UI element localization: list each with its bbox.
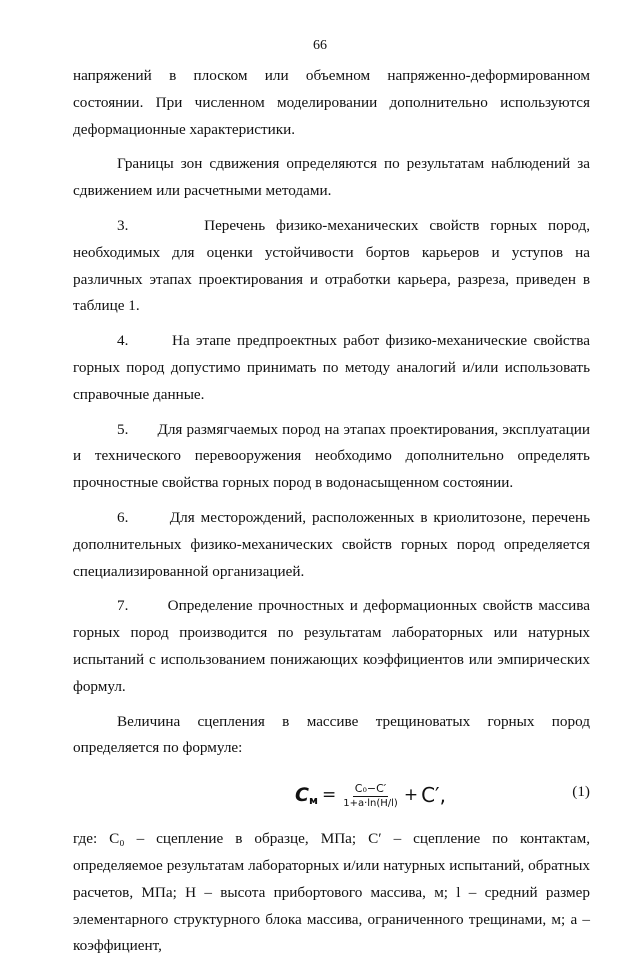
paragraph-item-3: 3. Перечень физико-механических свойств горных пород, необходимых для оценки устойчивости бортов карьеров и уступов на различных этапах проектирования и отработки карьера, разреза, приведен в таблице 1. bbox=[73, 216, 590, 315]
paragraph-item-6: 6. Для месторождений, расположенных в криолитозоне, перечень дополнительных физико-механических свойств горных пород определяется специализированной организацией. bbox=[73, 508, 590, 580]
formula-numerator: C₀−C′ bbox=[354, 781, 387, 795]
paragraph-continuation: напряжений в плоском или объемном напряженно-деформированном состоянии. При численном моделировании дополнительно используются деформационные характеристики. bbox=[73, 67, 590, 138]
formula-plus: + bbox=[403, 785, 419, 806]
formula-fraction bbox=[343, 782, 398, 809]
paragraph-item-4: 4. На этапе предпроектных работ физико-механические свойства горных пород допустимо принимать по методу аналогий и/или использовать справочные данные. bbox=[73, 332, 590, 403]
paragraph-cohesion-intro: Величина сцепления в массиве трещиноватых горных пород определяется по формуле: bbox=[73, 712, 590, 757]
page-number: 66 bbox=[313, 38, 327, 53]
paragraph-item-7: 7. Определение прочностных и деформационных свойств массива горных пород производится по результатам лабораторных или натурных испытаний с использованием понижающих коэффициентов или эмпирических формул. bbox=[73, 597, 590, 695]
formula-denominator: 1+a·ln(H/l) bbox=[343, 797, 398, 809]
body-text bbox=[73, 63, 590, 960]
equation-number: (1) bbox=[572, 783, 590, 801]
paragraph-item-5: 5. Для размягчаемых пород на этапах проектирования, эксплуатации и технического перевооружения необходимо дополнительно определять прочностные свойства горных пород в водонасыщенном состоянии. bbox=[73, 420, 590, 492]
paragraph-formula-legend: где: C₀ – сцепление в образце, МПа; C′ – сцепление по контактам, определяемое результатам лабораторных и/или натурных испытаний, обратных расчетов, МПа; Н – высота прибортового массива, м; l – средний размер элементарного структурного блока массива, ограниченного трещинами, м; a – коэффициент, bbox=[73, 830, 590, 955]
formula-block bbox=[73, 770, 590, 820]
formula-equals: = bbox=[321, 785, 337, 806]
formula-lhs-subscript: м bbox=[308, 793, 318, 807]
paragraph-shear-zones: Границы зон сдвижения определяются по результатам наблюдений за сдвижением или расчетными методами. bbox=[73, 155, 590, 200]
formula-rhs: C′, bbox=[421, 783, 446, 808]
formula-lhs-symbol: C bbox=[295, 784, 309, 807]
cohesion-formula bbox=[295, 770, 446, 820]
